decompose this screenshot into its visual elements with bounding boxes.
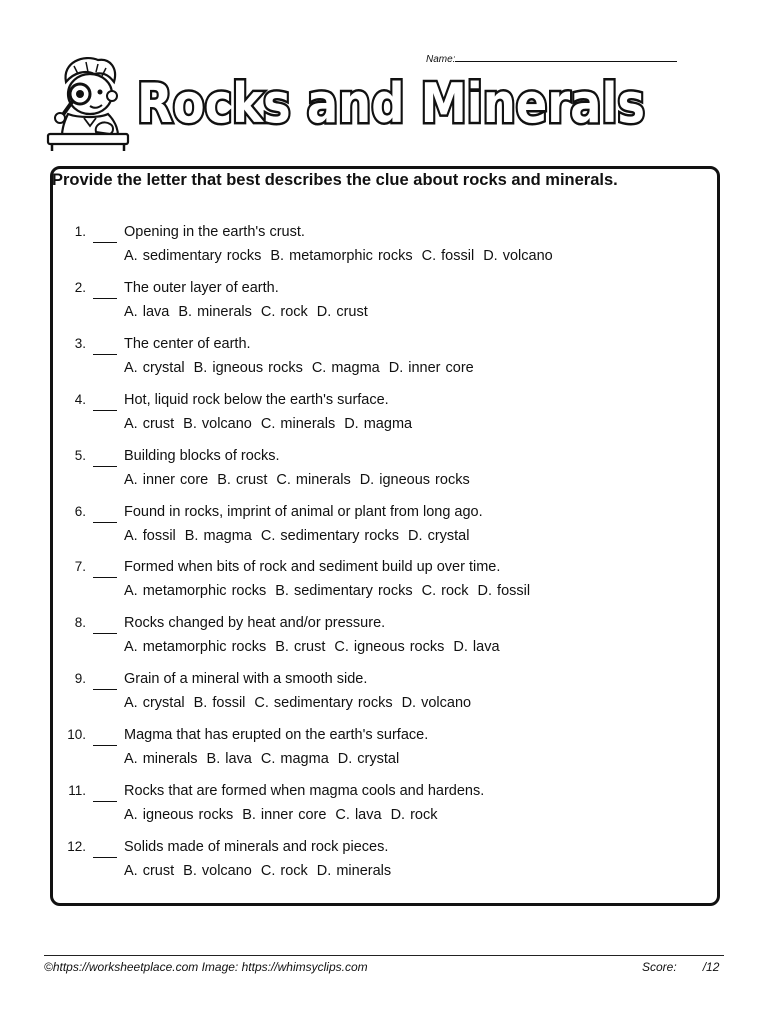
score-field: [642, 960, 719, 974]
answer-blank[interactable]: [93, 298, 117, 299]
answer-choices: [124, 416, 421, 432]
answer-choice: D. crystal: [337, 751, 400, 768]
question-number: 3.: [74, 335, 86, 351]
answer-choice: C. sedimentary rocks: [254, 695, 393, 712]
question-number: 12.: [67, 838, 86, 854]
question-item: [0, 839, 768, 889]
answer-choice: B. inner core: [242, 807, 327, 823]
answer-choice: B. crust: [275, 639, 326, 656]
answer-choice: C. fossil: [421, 248, 475, 264]
answer-choice: D. minerals: [316, 862, 392, 879]
question-clue: Formed when bits of rock and sediment build up over time.: [124, 559, 501, 576]
answer-choice: B. magma: [184, 527, 252, 544]
question-number: 9.: [74, 671, 86, 687]
answer-blank[interactable]: [93, 745, 117, 746]
question-number: 6.: [74, 503, 86, 519]
name-label: Name:: [426, 54, 456, 65]
question-clue: Solids made of minerals and rock pieces.: [124, 838, 389, 855]
answer-choice: A. crust: [124, 862, 175, 879]
answer-choice: A. crystal: [124, 359, 185, 376]
answer-choice: C. sedimentary rocks: [260, 527, 400, 544]
question-item: [0, 448, 768, 498]
answer-choices: [124, 248, 562, 264]
question-item: [0, 783, 768, 833]
answer-choice: C. lava: [335, 807, 382, 823]
answer-choice: C. magma: [260, 751, 329, 768]
question-clue: Rocks changed by heat and/or pressure.: [124, 615, 386, 632]
question-item: [0, 280, 768, 330]
name-field[interactable]: [426, 52, 677, 65]
question-clue: Opening in the earth's crust.: [124, 224, 305, 240]
question-item: [0, 615, 768, 665]
answer-blank[interactable]: [93, 689, 117, 690]
answer-choice: A. crystal: [124, 695, 185, 712]
answer-choice: A. minerals: [124, 751, 198, 768]
answer-choice: B. volcano: [183, 415, 252, 432]
answer-blank[interactable]: [93, 242, 117, 243]
answer-choice: D. lava: [453, 639, 500, 656]
answer-choice: C. magma: [311, 359, 380, 376]
answer-choice: B. minerals: [178, 303, 252, 320]
answer-choice: B. lava: [206, 751, 252, 768]
answer-blank[interactable]: [93, 857, 117, 858]
question-number: 7.: [74, 559, 86, 575]
name-blank[interactable]: [455, 52, 677, 62]
answer-choice: A. igneous rocks: [124, 807, 234, 823]
child-with-magnifying-glass-icon: [44, 52, 130, 152]
question-clue: Grain of a mineral with a smooth side.: [124, 671, 368, 688]
answer-choices: [124, 583, 539, 599]
question-number: 2.: [74, 279, 86, 295]
question-item: [0, 224, 768, 274]
answer-choices: [124, 472, 479, 488]
answer-blank[interactable]: [93, 522, 117, 523]
answer-choice: A. fossil: [124, 527, 176, 544]
answer-choice: A. inner core: [124, 471, 209, 488]
question-clue: The center of earth.: [124, 335, 251, 352]
copyright-text: ©https://worksheetplace.com Image: https://whimsyclips.com: [44, 960, 368, 974]
answer-choice: A. metamorphic rocks: [124, 583, 267, 600]
instructions: Provide the letter that best describes the clue about rocks and minerals.: [52, 171, 618, 189]
question-clue: Found in rocks, imprint of animal or plant from long ago.: [124, 503, 483, 520]
score-label: Score:: [642, 960, 677, 974]
answer-choice: C. minerals: [260, 415, 336, 432]
answer-choice: C. rock: [260, 862, 308, 879]
answer-choice: C. rock: [260, 303, 308, 320]
answer-choice: B. sedimentary rocks: [275, 583, 413, 600]
answer-choices: [124, 863, 400, 879]
footer-divider: [44, 955, 724, 956]
answer-choice: D. crystal: [408, 527, 470, 544]
answer-blank[interactable]: [93, 410, 117, 411]
answer-blank[interactable]: [93, 801, 117, 802]
question-item: [0, 392, 768, 442]
answer-choice: D. magma: [344, 415, 413, 432]
answer-choices: [124, 304, 377, 320]
answer-choices: [124, 528, 478, 544]
answer-choice: C. rock: [421, 583, 469, 600]
answer-blank[interactable]: [93, 633, 117, 634]
answer-choices: [124, 807, 446, 823]
question-item: [0, 727, 768, 777]
answer-choice: C. igneous rocks: [334, 639, 445, 656]
question-item: [0, 336, 768, 386]
question-item: [0, 504, 768, 554]
worksheet-title: [133, 70, 653, 136]
question-clue: The outer layer of earth.: [124, 279, 279, 296]
answer-choice: D. rock: [390, 807, 438, 823]
answer-choices: [124, 751, 408, 767]
answer-choice: B. metamorphic rocks: [270, 248, 413, 264]
answer-choice: A. crust: [124, 415, 175, 432]
answer-choice: A. lava: [124, 303, 170, 320]
answer-choice: D. fossil: [477, 583, 531, 600]
answer-choice: D. igneous rocks: [359, 471, 470, 488]
answer-choice: D. volcano: [401, 695, 472, 712]
answer-choice: A. sedimentary rocks: [124, 248, 262, 264]
answer-choice: D. inner core: [388, 359, 474, 376]
answer-choice: B. crust: [217, 471, 268, 488]
question-item: [0, 559, 768, 609]
question-number: 10.: [67, 727, 86, 743]
answer-choice: B. fossil: [193, 695, 246, 712]
answer-choice: B. igneous rocks: [193, 359, 303, 376]
question-number: 5.: [74, 447, 86, 463]
title-text: Rocks and Minerals: [137, 72, 645, 135]
answer-choice: A. metamorphic rocks: [124, 639, 267, 656]
question-clue: Hot, liquid rock below the earth's surface.: [124, 391, 389, 408]
answer-choices: [124, 639, 509, 655]
answer-choice: B. volcano: [183, 862, 252, 879]
answer-blank[interactable]: [93, 577, 117, 578]
answer-blank[interactable]: [93, 354, 117, 355]
question-number: 1.: [74, 224, 86, 239]
question-item: [0, 671, 768, 721]
question-number: 8.: [74, 615, 86, 631]
answer-blank[interactable]: [93, 466, 117, 467]
question-clue: Building blocks of rocks.: [124, 447, 280, 464]
question-clue: Rocks that are formed when magma cools and hardens.: [124, 783, 485, 799]
question-number: 11.: [68, 783, 86, 798]
score-total: /12: [702, 960, 720, 974]
answer-choice: D. volcano: [483, 248, 553, 264]
answer-choice: D. crust: [316, 303, 368, 320]
question-clue: Magma that has erupted on the earth's surface.: [124, 727, 429, 744]
answer-choices: [124, 695, 480, 711]
question-number: 4.: [74, 391, 86, 407]
answer-choices: [124, 360, 483, 376]
answer-choice: C. minerals: [276, 471, 351, 488]
